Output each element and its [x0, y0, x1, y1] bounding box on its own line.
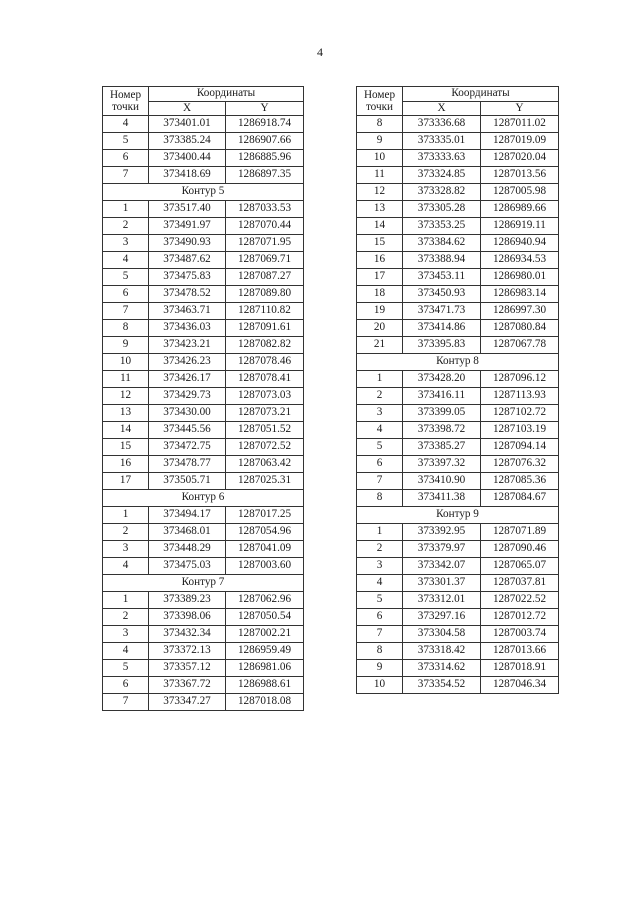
y-coordinate-cell: 1287017.25: [226, 507, 304, 524]
x-coordinate-cell: 373401.01: [149, 116, 226, 133]
point-number-cell: 18: [357, 286, 403, 303]
point-number-cell: 7: [103, 167, 149, 184]
y-coordinate-cell: 1287071.95: [226, 235, 304, 252]
y-coordinate-cell: 1287062.96: [226, 592, 304, 609]
point-number-header-line2: точки: [111, 101, 140, 113]
table-row: [357, 218, 559, 235]
table-row: [357, 252, 559, 269]
y-coordinate-cell: 1286983.14: [481, 286, 559, 303]
x-coordinate-cell: 373354.52: [403, 677, 481, 694]
y-coordinate-cell: 1286988.61: [226, 677, 304, 694]
table-row: [357, 592, 559, 609]
y-coordinate-cell: 1287002.21: [226, 626, 304, 643]
table-row: [357, 133, 559, 150]
table-row: [103, 660, 304, 677]
point-number-cell: 6: [103, 150, 149, 167]
y-coordinate-cell: 1287090.46: [481, 541, 559, 558]
y-coordinate-cell: 1287096.12: [481, 371, 559, 388]
table-row: [103, 150, 304, 167]
y-coordinate-cell: 1287003.74: [481, 626, 559, 643]
point-number-cell: 6: [103, 286, 149, 303]
y-coordinate-cell: 1286897.35: [226, 167, 304, 184]
table-row: [357, 201, 559, 218]
x-coordinate-cell: 373478.77: [149, 456, 226, 473]
table-row: [103, 235, 304, 252]
table-row: [357, 167, 559, 184]
x-coordinate-cell: 373398.72: [403, 422, 481, 439]
y-coordinate-cell: 1287013.56: [481, 167, 559, 184]
table-row: [357, 184, 559, 201]
table-row: [103, 252, 304, 269]
point-number-cell: 8: [103, 320, 149, 337]
contour-section-row: [103, 184, 304, 201]
table-row: [357, 541, 559, 558]
x-coordinate-cell: 373429.73: [149, 388, 226, 405]
table-row: [103, 167, 304, 184]
point-number-cell: 6: [103, 677, 149, 694]
coordinates-table-right: [356, 86, 559, 694]
x-coordinate-cell: 373399.05: [403, 405, 481, 422]
x-coordinate-cell: 373384.62: [403, 235, 481, 252]
x-coordinate-cell: 373494.17: [149, 507, 226, 524]
x-coordinate-cell: 373388.94: [403, 252, 481, 269]
x-coordinate-cell: 373357.12: [149, 660, 226, 677]
table-row: [357, 337, 559, 354]
table-row: [103, 116, 304, 133]
x-coordinate-cell: 373392.95: [403, 524, 481, 541]
y-coordinate-cell: 1287102.72: [481, 405, 559, 422]
point-number-cell: 13: [103, 405, 149, 422]
table-row: [103, 201, 304, 218]
table-row: [357, 473, 559, 490]
y-coordinate-cell: 1287050.54: [226, 609, 304, 626]
point-number-cell: 5: [103, 133, 149, 150]
table-row: [357, 626, 559, 643]
point-number-cell: 3: [357, 405, 403, 422]
table-row: [357, 371, 559, 388]
y-coordinate-cell: 1287085.36: [481, 473, 559, 490]
x-coordinate-cell: 373453.11: [403, 269, 481, 286]
point-number-cell: 5: [103, 269, 149, 286]
x-coordinate-cell: 373324.85: [403, 167, 481, 184]
point-number-cell: 4: [103, 252, 149, 269]
x-coordinate-cell: 373436.03: [149, 320, 226, 337]
x-coordinate-cell: 373336.68: [403, 116, 481, 133]
y-coordinate-cell: 1287070.44: [226, 218, 304, 235]
x-coordinate-cell: 373517.40: [149, 201, 226, 218]
y-coordinate-cell: 1287076.32: [481, 456, 559, 473]
table-row: [357, 388, 559, 405]
x-coordinate-cell: 373471.73: [403, 303, 481, 320]
x-coordinate-cell: 373385.24: [149, 133, 226, 150]
point-number-cell: 9: [357, 133, 403, 150]
coordinates-header: Координаты: [149, 87, 304, 102]
x-coordinate-cell: 373475.83: [149, 269, 226, 286]
point-number-cell: 2: [357, 388, 403, 405]
y-coordinate-cell: 1287073.21: [226, 405, 304, 422]
point-number-cell: 7: [103, 694, 149, 711]
table-row: [357, 320, 559, 337]
point-number-cell: 4: [103, 643, 149, 660]
table-row: [103, 405, 304, 422]
table-row: [103, 643, 304, 660]
y-coordinate-cell: 1287103.19: [481, 422, 559, 439]
table-row: [103, 218, 304, 235]
x-coordinate-cell: 373328.82: [403, 184, 481, 201]
point-number-header: [103, 87, 149, 116]
point-number-cell: 5: [357, 439, 403, 456]
point-number-header-line2: точки: [365, 101, 394, 113]
table-row: [357, 456, 559, 473]
y-coordinate-cell: 1287037.81: [481, 575, 559, 592]
table-row: [357, 439, 559, 456]
y-coordinate-cell: 1287084.67: [481, 490, 559, 507]
y-coordinate-cell: 1286940.94: [481, 235, 559, 252]
contour-label: Контур 8: [357, 354, 559, 371]
point-number-cell: 2: [103, 524, 149, 541]
y-coordinate-cell: 1287065.07: [481, 558, 559, 575]
table-row: [357, 609, 559, 626]
x-coordinate-cell: 373400.44: [149, 150, 226, 167]
point-number-cell: 5: [103, 660, 149, 677]
table-row: [103, 626, 304, 643]
table-row: [357, 303, 559, 320]
contour-label: Контур 7: [103, 575, 304, 592]
table-row: [103, 133, 304, 150]
x-coordinate-cell: 373448.29: [149, 541, 226, 558]
y-coordinate-cell: 1286934.53: [481, 252, 559, 269]
point-number-header-line1: Номер: [363, 89, 396, 101]
table-row: [357, 235, 559, 252]
table-row: [357, 558, 559, 575]
table-row: [357, 490, 559, 507]
x-coordinate-cell: 373416.11: [403, 388, 481, 405]
x-coordinate-cell: 373487.62: [149, 252, 226, 269]
table-row: [103, 541, 304, 558]
point-number-cell: 7: [103, 303, 149, 320]
point-number-cell: 10: [103, 354, 149, 371]
x-coordinate-cell: 373426.17: [149, 371, 226, 388]
x-coordinate-cell: 373379.97: [403, 541, 481, 558]
table-row: [357, 524, 559, 541]
point-number-cell: 4: [357, 422, 403, 439]
y-coordinate-cell: 1287033.53: [226, 201, 304, 218]
x-coordinate-cell: 373505.71: [149, 473, 226, 490]
table-row: [103, 337, 304, 354]
point-number-cell: 1: [103, 507, 149, 524]
x-coordinate-cell: 373472.75: [149, 439, 226, 456]
table-row: [103, 439, 304, 456]
point-number-cell: 1: [103, 201, 149, 218]
y-coordinate-cell: 1286918.74: [226, 116, 304, 133]
y-coordinate-cell: 1287025.31: [226, 473, 304, 490]
table-row: [357, 269, 559, 286]
table-row: [357, 150, 559, 167]
point-number-cell: 2: [357, 541, 403, 558]
x-coordinate-cell: 373468.01: [149, 524, 226, 541]
y-coordinate-cell: 1287022.52: [481, 592, 559, 609]
x-coordinate-cell: 373372.13: [149, 643, 226, 660]
x-coordinate-cell: 373398.06: [149, 609, 226, 626]
point-number-cell: 5: [357, 592, 403, 609]
point-number-cell: 6: [357, 456, 403, 473]
y-coordinate-cell: 1287018.91: [481, 660, 559, 677]
table-row: [103, 371, 304, 388]
x-coordinate-cell: 373410.90: [403, 473, 481, 490]
point-number-cell: 14: [357, 218, 403, 235]
point-number-cell: 21: [357, 337, 403, 354]
point-number-cell: 4: [103, 116, 149, 133]
x-coordinate-cell: 373428.20: [403, 371, 481, 388]
table-row: [103, 677, 304, 694]
table-row: [103, 609, 304, 626]
page-number: 4: [317, 45, 323, 59]
point-number-header-line1: Номер: [109, 89, 142, 101]
table-row: [357, 422, 559, 439]
y-coordinate-cell: 1286997.30: [481, 303, 559, 320]
point-number-cell: 3: [103, 541, 149, 558]
x-coordinate-cell: 373491.97: [149, 218, 226, 235]
table-row: [103, 286, 304, 303]
x-coordinate-cell: 373305.28: [403, 201, 481, 218]
x-coordinate-cell: 373426.23: [149, 354, 226, 371]
y-coordinate-cell: 1286981.06: [226, 660, 304, 677]
x-coordinate-cell: 373304.58: [403, 626, 481, 643]
x-coordinate-cell: 373353.25: [403, 218, 481, 235]
point-number-cell: 14: [103, 422, 149, 439]
y-coordinate-cell: 1286959.49: [226, 643, 304, 660]
point-number-cell: 15: [103, 439, 149, 456]
x-coordinate-cell: 373318.42: [403, 643, 481, 660]
y-coordinate-cell: 1287087.27: [226, 269, 304, 286]
x-header: X: [149, 101, 226, 116]
y-coordinate-cell: 1287113.93: [481, 388, 559, 405]
x-coordinate-cell: 373445.56: [149, 422, 226, 439]
table-row: [103, 269, 304, 286]
x-coordinate-cell: 373432.34: [149, 626, 226, 643]
x-coordinate-cell: 373333.63: [403, 150, 481, 167]
point-number-cell: 16: [103, 456, 149, 473]
x-coordinate-cell: 373450.93: [403, 286, 481, 303]
table-row: [103, 320, 304, 337]
x-coordinate-cell: 373335.01: [403, 133, 481, 150]
point-number-cell: 4: [357, 575, 403, 592]
y-coordinate-cell: 1287071.89: [481, 524, 559, 541]
table-row: [103, 507, 304, 524]
y-coordinate-cell: 1287073.03: [226, 388, 304, 405]
y-coordinate-cell: 1287089.80: [226, 286, 304, 303]
y-header: Y: [226, 101, 304, 116]
x-coordinate-cell: 373301.37: [403, 575, 481, 592]
table-row: [103, 303, 304, 320]
x-coordinate-cell: 373367.72: [149, 677, 226, 694]
point-number-cell: 17: [357, 269, 403, 286]
y-coordinate-cell: 1287012.72: [481, 609, 559, 626]
point-number-cell: 2: [103, 218, 149, 235]
y-coordinate-cell: 1287072.52: [226, 439, 304, 456]
coordinates-table-left: [102, 86, 304, 711]
point-number-header: [357, 87, 403, 116]
y-coordinate-cell: 1286919.11: [481, 218, 559, 235]
table-row: [103, 422, 304, 439]
y-coordinate-cell: 1287041.09: [226, 541, 304, 558]
point-number-cell: 3: [103, 235, 149, 252]
x-coordinate-cell: 373411.38: [403, 490, 481, 507]
coordinates-header: Координаты: [403, 87, 559, 102]
x-coordinate-cell: 373297.16: [403, 609, 481, 626]
point-number-cell: 12: [103, 388, 149, 405]
y-coordinate-cell: 1287018.08: [226, 694, 304, 711]
y-coordinate-cell: 1287046.34: [481, 677, 559, 694]
point-number-cell: 1: [357, 371, 403, 388]
point-number-cell: 3: [103, 626, 149, 643]
point-number-cell: 20: [357, 320, 403, 337]
point-number-cell: 10: [357, 677, 403, 694]
x-coordinate-cell: 373395.83: [403, 337, 481, 354]
y-coordinate-cell: 1286907.66: [226, 133, 304, 150]
table-row: [357, 660, 559, 677]
y-coordinate-cell: 1287110.82: [226, 303, 304, 320]
point-number-cell: 10: [357, 150, 403, 167]
point-number-cell: 11: [357, 167, 403, 184]
x-coordinate-cell: 373490.93: [149, 235, 226, 252]
table-row: [357, 575, 559, 592]
point-number-cell: 16: [357, 252, 403, 269]
y-coordinate-cell: 1286885.96: [226, 150, 304, 167]
contour-section-row: [357, 507, 559, 524]
point-number-cell: 15: [357, 235, 403, 252]
point-number-cell: 11: [103, 371, 149, 388]
x-coordinate-cell: 373414.86: [403, 320, 481, 337]
table-row: [357, 405, 559, 422]
point-number-cell: 9: [357, 660, 403, 677]
y-coordinate-cell: 1287082.82: [226, 337, 304, 354]
table-row: [357, 677, 559, 694]
table-row: [103, 456, 304, 473]
table-row: [103, 354, 304, 371]
y-coordinate-cell: 1287005.98: [481, 184, 559, 201]
y-coordinate-cell: 1286980.01: [481, 269, 559, 286]
y-coordinate-cell: 1287067.78: [481, 337, 559, 354]
y-coordinate-cell: 1287003.60: [226, 558, 304, 575]
x-coordinate-cell: 373397.32: [403, 456, 481, 473]
y-coordinate-cell: 1287078.46: [226, 354, 304, 371]
y-coordinate-cell: 1287094.14: [481, 439, 559, 456]
point-number-cell: 8: [357, 490, 403, 507]
y-coordinate-cell: 1286989.66: [481, 201, 559, 218]
contour-section-row: [103, 575, 304, 592]
contour-section-row: [357, 354, 559, 371]
point-number-cell: 9: [103, 337, 149, 354]
y-coordinate-cell: 1287019.09: [481, 133, 559, 150]
y-coordinate-cell: 1287078.41: [226, 371, 304, 388]
x-coordinate-cell: 373475.03: [149, 558, 226, 575]
x-coordinate-cell: 373430.00: [149, 405, 226, 422]
x-coordinate-cell: 373463.71: [149, 303, 226, 320]
table-row: [103, 592, 304, 609]
table-row: [357, 286, 559, 303]
y-coordinate-cell: 1287069.71: [226, 252, 304, 269]
y-coordinate-cell: 1287013.66: [481, 643, 559, 660]
x-coordinate-cell: 373314.62: [403, 660, 481, 677]
point-number-cell: 8: [357, 116, 403, 133]
contour-label: Контур 6: [103, 490, 304, 507]
table-row: [357, 116, 559, 133]
y-coordinate-cell: 1287011.02: [481, 116, 559, 133]
y-coordinate-cell: 1287051.52: [226, 422, 304, 439]
y-header: Y: [481, 101, 559, 116]
contour-section-row: [103, 490, 304, 507]
y-coordinate-cell: 1287063.42: [226, 456, 304, 473]
point-number-cell: 7: [357, 626, 403, 643]
point-number-cell: 4: [103, 558, 149, 575]
point-number-cell: 13: [357, 201, 403, 218]
point-number-cell: 17: [103, 473, 149, 490]
point-number-cell: 6: [357, 609, 403, 626]
table-row: [103, 694, 304, 711]
y-coordinate-cell: 1287080.84: [481, 320, 559, 337]
y-coordinate-cell: 1287020.04: [481, 150, 559, 167]
x-coordinate-cell: 373385.27: [403, 439, 481, 456]
point-number-cell: 3: [357, 558, 403, 575]
x-coordinate-cell: 373312.01: [403, 592, 481, 609]
x-coordinate-cell: 373342.07: [403, 558, 481, 575]
x-header: X: [403, 101, 481, 116]
point-number-cell: 12: [357, 184, 403, 201]
table-row: [103, 388, 304, 405]
x-coordinate-cell: 373389.23: [149, 592, 226, 609]
x-coordinate-cell: 373478.52: [149, 286, 226, 303]
table-row: [103, 558, 304, 575]
point-number-cell: 8: [357, 643, 403, 660]
x-coordinate-cell: 373423.21: [149, 337, 226, 354]
y-coordinate-cell: 1287054.96: [226, 524, 304, 541]
point-number-cell: 1: [357, 524, 403, 541]
contour-label: Контур 9: [357, 507, 559, 524]
table-row: [103, 473, 304, 490]
x-coordinate-cell: 373418.69: [149, 167, 226, 184]
point-number-cell: 2: [103, 609, 149, 626]
point-number-cell: 7: [357, 473, 403, 490]
table-row: [103, 524, 304, 541]
point-number-cell: 1: [103, 592, 149, 609]
x-coordinate-cell: 373347.27: [149, 694, 226, 711]
table-row: [357, 643, 559, 660]
point-number-cell: 19: [357, 303, 403, 320]
y-coordinate-cell: 1287091.61: [226, 320, 304, 337]
contour-label: Контур 5: [103, 184, 304, 201]
